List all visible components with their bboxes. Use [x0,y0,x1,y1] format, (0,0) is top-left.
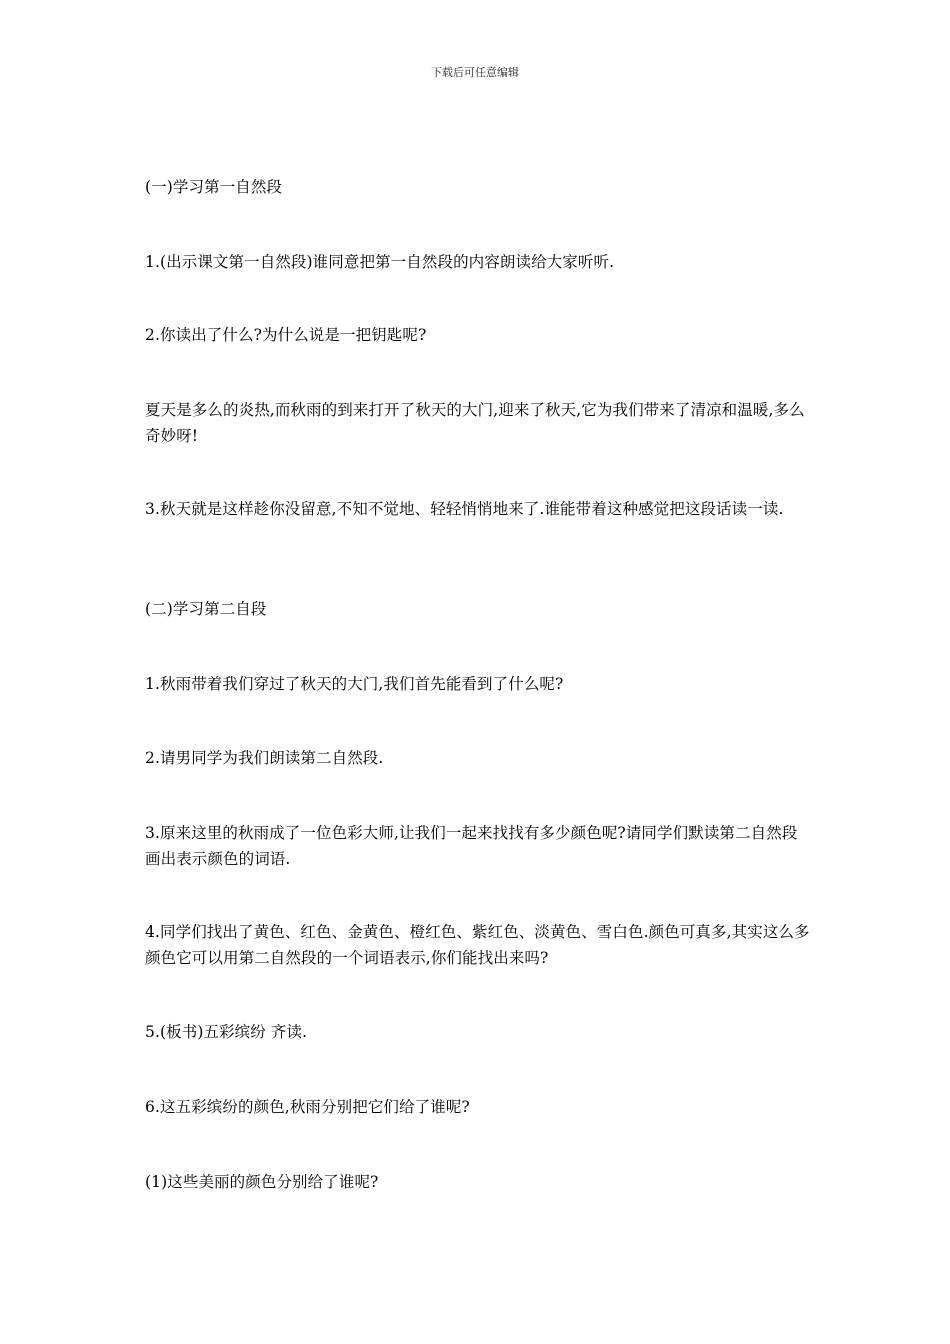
paragraph-1: 1.(出示课文第一自然段)谁同意把第一自然段的内容朗读给大家听听. [145,253,615,271]
paragraph-2: 2.你读出了什么?为什么说是一把钥匙呢? [145,326,427,344]
paragraph-4: 3.秋天就是这样趁你没留意,不知不觉地、轻轻悄悄地来了.谁能带着这种感觉把这段话读一读. [145,500,784,518]
paragraph-10: 6.这五彩缤纷的颜色,秋雨分别把它们给了谁呢? [145,1098,470,1116]
paragraph-8: 4.同学们找出了黄色、红色、金黄色、橙红色、紫红色、淡黄色、雪白色.颜色可真多,其实这么多颜色它可以用第二自然段的一个词语表示,你们能找出来吗? [145,923,810,967]
page-header: 下载后可任意编辑 [431,66,519,79]
section-heading-2: (二)学习第二自段 [145,600,267,618]
paragraph-7: 3.原来这里的秋雨成了一位色彩大师,让我们一起来找找有多少颜色呢?请同学们默读第二自然段画出表示颜色的词语. [145,824,798,868]
paragraph-6: 2.请男同学为我们朗读第二自然段. [145,749,384,767]
paragraph-9: 5.(板书)五彩缤纷 齐读. [145,1023,308,1041]
paragraph-5: 1.秋雨带着我们穿过了秋天的大门,我们首先能看到了什么呢? [145,675,564,693]
paragraph-11: (1)这些美丽的颜色分别给了谁呢? [145,1173,379,1191]
paragraph-3: 夏天是多么的炎热,而秋雨的到来打开了秋天的大门,迎来了秋天,它为我们带来了清凉和温暖,多么奇妙呀! [145,401,805,445]
section-heading-1: (一)学习第一自然段 [145,178,283,196]
